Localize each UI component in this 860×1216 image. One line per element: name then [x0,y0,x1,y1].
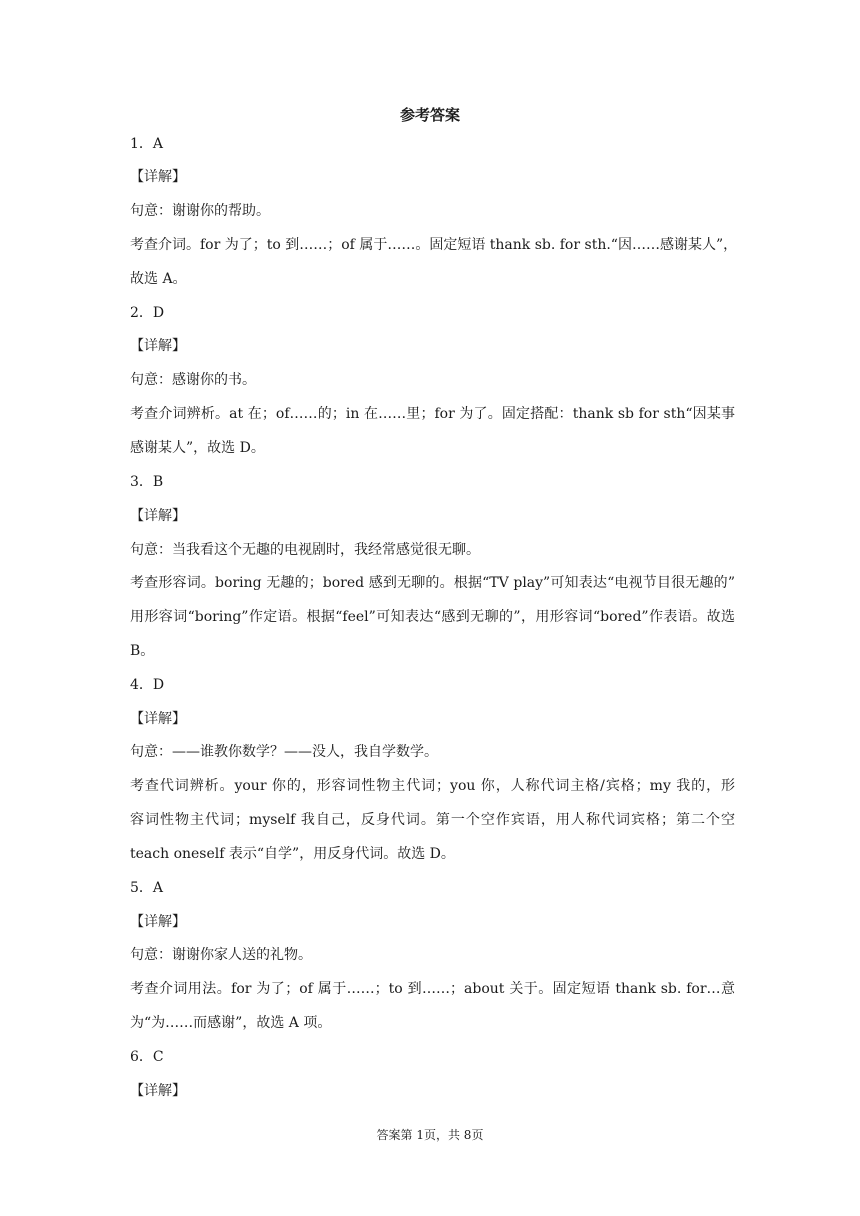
q1-answer: 1．A [130,136,164,152]
q5-answer: 5．A [130,880,164,896]
q4-explanation-line-1: 考查代词辨析。your 你的，形容词性物主代词；you 你，人称代词主格/宾格；my 我的，形 [130,778,735,794]
q5-explanation-line-2: 为“为……而感谢”，故选 A 项。 [130,1015,332,1031]
q3-explanation-line-2: 用形容词“boring”作定语。根据“feel”可知表达“感到无聊的”，用形容词“bored”作表语。故选 [130,609,735,625]
q3-meaning: 句意：当我看这个无趣的电视剧时，我经常感觉很无聊。 [130,542,480,558]
q5-meaning: 句意：谢谢你家人送的礼物。 [130,947,312,963]
q2-answer: 2．D [130,305,165,321]
page-footer: 答案第 1页，共 8页 [376,1128,484,1142]
q3-answer: 3．B [130,474,164,490]
q3-detail-heading: 【详解】 [130,508,186,524]
q5-detail-heading: 【详解】 [130,914,186,930]
q3-explanation-line-3: B。 [130,643,155,659]
q2-explanation-line-2: 感谢某人”，故选 D。 [130,440,265,456]
q1-explanation-line-2: 故选 A。 [130,271,187,287]
q1-meaning: 句意：谢谢你的帮助。 [130,203,270,219]
q5-explanation-line-1: 考查介词用法。for 为了；of 属于……；to 到……；about 关于。固定短语 thank sb. for…意 [130,981,735,997]
q4-explanation-line-2: 容词性物主代词；myself 我自己，反身代词。第一个空作宾语，用人称代词宾格；第二个空 [130,812,735,828]
q4-detail-heading: 【详解】 [130,711,186,727]
page-title: 参考答案 [399,106,460,124]
q2-meaning: 句意：感谢你的书。 [130,372,256,388]
q3-explanation-line-1: 考查形容词。boring 无趣的；bored 感到无聊的。根据“TV play”可知表达“电视节目很无趣的” [130,575,735,591]
q6-detail-heading: 【详解】 [130,1083,186,1099]
q4-meaning: 句意：——谁教你数学？——没人，我自学数学。 [130,744,438,760]
q6-answer: 6．C [130,1049,164,1065]
q2-detail-heading: 【详解】 [130,338,186,354]
q2-explanation-line-1: 考查介词辨析。at 在；of……的；in 在……里；for 为了。固定搭配：thank sb for sth“因某事 [130,406,735,422]
q4-answer: 4．D [130,677,165,693]
q1-explanation-line-1: 考查介词。for 为了；to 到……；of 属于……。固定短语 thank sb. for sth.“因……感谢某人”， [130,237,738,253]
q4-explanation-line-3: teach oneself 表示“自学”，用反身代词。故选 D。 [130,846,455,862]
q1-detail-heading: 【详解】 [130,169,186,185]
